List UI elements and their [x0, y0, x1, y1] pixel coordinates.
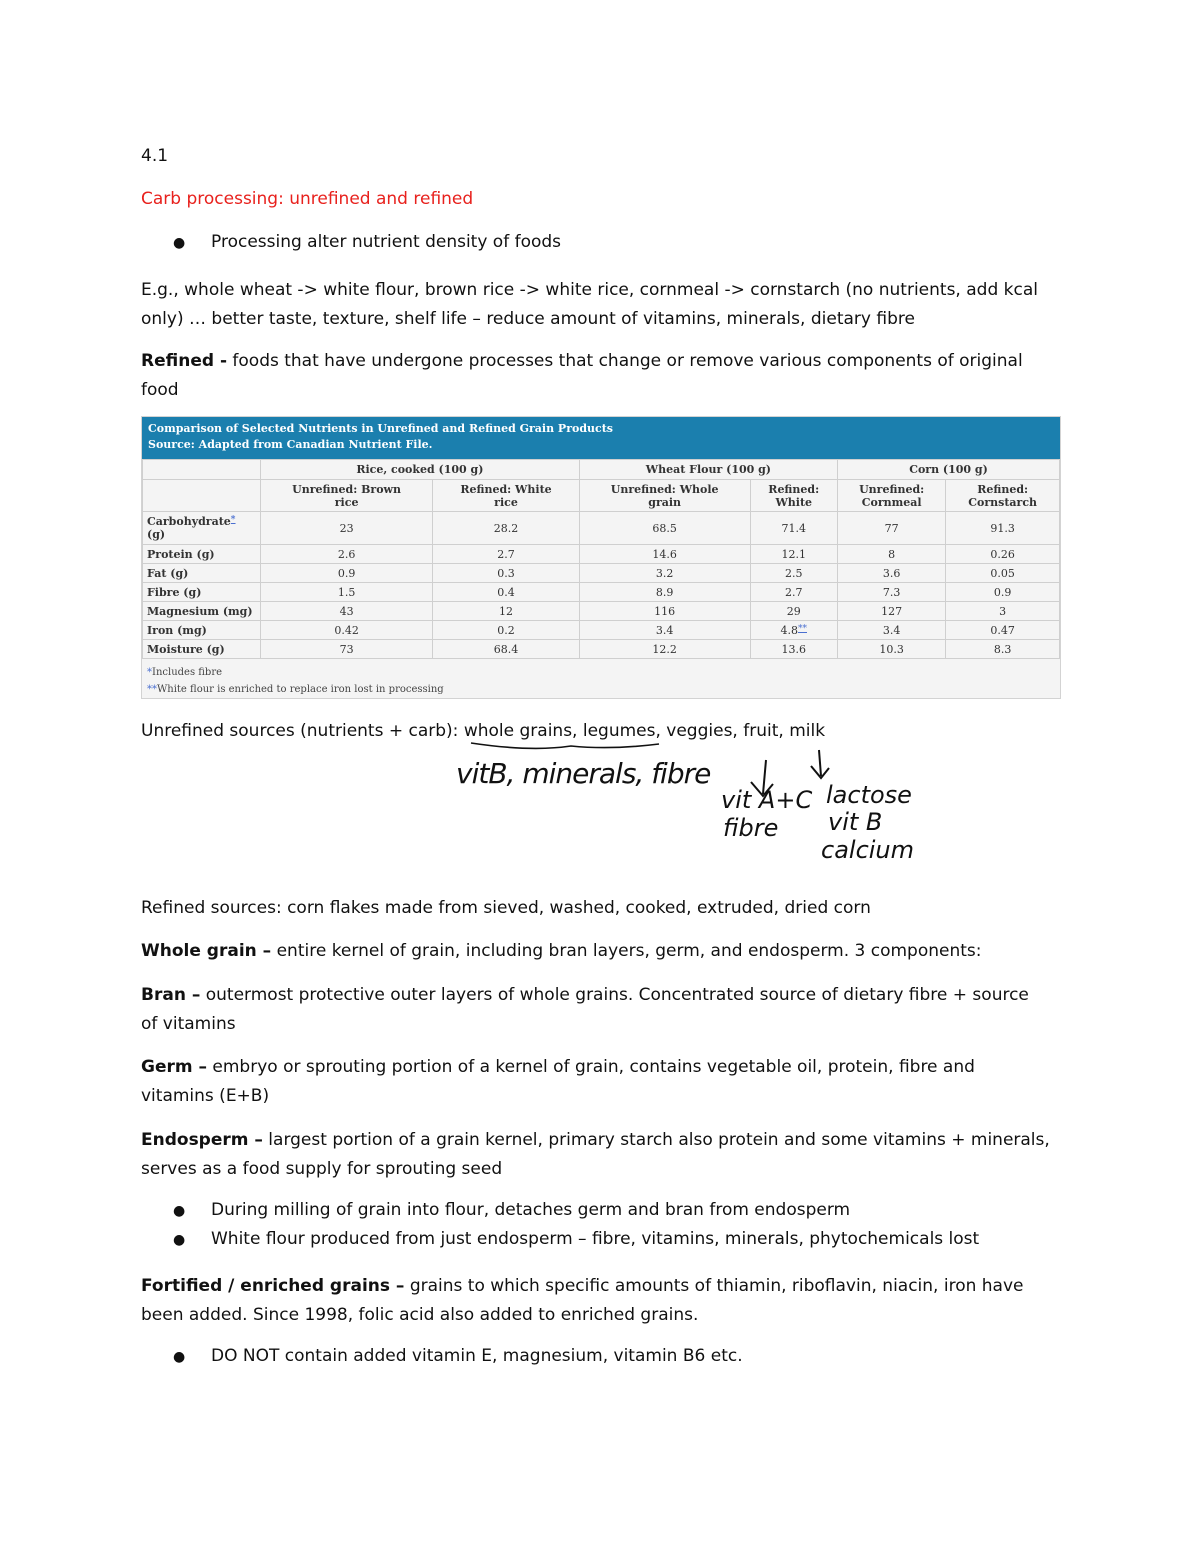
table-cell: 71.4: [750, 512, 838, 545]
table-cell: 2.6: [261, 545, 433, 564]
table-row: [143, 583, 1060, 602]
table-footnote: **White flour is enriched to replace iron lost in processing: [147, 684, 444, 695]
section-heading: Carb processing: unrefined and refined: [141, 189, 474, 209]
table-cell: 73: [261, 640, 433, 659]
table-cell: 3.6: [838, 564, 946, 583]
table-cell: 12.2: [579, 640, 750, 659]
bullet-icon: ●: [173, 1232, 186, 1248]
table-row: [143, 602, 1060, 621]
table-cell: 12: [433, 602, 580, 621]
table-cell: 77: [838, 512, 946, 545]
whole-grain-definition: Whole grain – entire kernel of grain, including bran layers, germ, and endosperm. 3 components:: [141, 941, 982, 961]
table-cell: 3: [946, 602, 1060, 621]
refined-sources: Refined sources: corn flakes made from sieved, washed, cooked, extruded, dried corn: [141, 898, 871, 918]
handwritten-annotations: [456, 738, 1051, 868]
group-header: Wheat Flour (100 g): [579, 460, 837, 480]
table-subheader-row: [143, 480, 1060, 512]
row-label: Iron (mg): [143, 621, 261, 640]
endosperm-definition: Endosperm – largest portion of a grain kernel, primary starch also protein and some vitamins + minerals, serves as a food supply for sprouting seed: [141, 1130, 1050, 1179]
table-title: Comparison of Selected Nutrients in Unrefined and Refined Grain Products: [148, 422, 613, 435]
column-header: Refined: Cornstarch: [946, 480, 1060, 512]
handwritten-milk-note: vit B: [828, 808, 883, 836]
table-cell: 29: [750, 602, 838, 621]
section-number: 4.1: [141, 146, 169, 166]
table-source: Source: Adapted from Canadian Nutrient File.: [148, 438, 433, 451]
table-cell: 3.2: [579, 564, 750, 583]
table-cell: 2.7: [750, 583, 838, 602]
row-label: Magnesium (mg): [143, 602, 261, 621]
bullet-item: ● Processing alter nutrient density of foods: [173, 232, 562, 252]
table-cell: 116: [579, 602, 750, 621]
table-cell: 8: [838, 545, 946, 564]
table-cell: 8.3: [946, 640, 1060, 659]
table-cell: 13.6: [750, 640, 838, 659]
table-grid: [142, 459, 1060, 659]
table-cell: 43: [261, 602, 433, 621]
group-header: Rice, cooked (100 g): [261, 460, 580, 480]
bullet-item: ● White flour produced from just endosperm – fibre, vitamins, minerals, phytochemicals lost: [173, 1229, 980, 1249]
row-label: Carbohydrate* (g): [143, 512, 261, 545]
table-cell: 68.4: [433, 640, 580, 659]
table-cell: 10.3: [838, 640, 946, 659]
table-header-bar: [142, 417, 1060, 459]
handwritten-milk-note: lactose: [826, 781, 912, 809]
table-row: [143, 640, 1060, 659]
down-arrow-icon: [811, 750, 829, 778]
table-row: [143, 512, 1060, 545]
bullet-icon: ●: [173, 1203, 186, 1219]
table-cell: 14.6: [579, 545, 750, 564]
row-label: Fibre (g): [143, 583, 261, 602]
table-cell: 0.26: [946, 545, 1060, 564]
table-cell: 1.5: [261, 583, 433, 602]
unrefined-sources: Unrefined sources (nutrients + carb): whole grains, legumes, veggies, fruit, milk: [141, 721, 826, 741]
handwritten-grains-note: vitB, minerals, fibre: [456, 757, 711, 790]
table-footnote: *Includes fibre: [147, 667, 223, 678]
row-label: Moisture (g): [143, 640, 261, 659]
table-row: [143, 545, 1060, 564]
refined-definition: Refined - foods that have undergone processes that change or remove various components of original food: [141, 351, 1023, 400]
bullet-icon: ●: [173, 235, 186, 251]
example-paragraph: E.g., whole wheat -> white flour, brown rice -> white rice, cornmeal -> cornstarch (no nutrients, add kcal only) … better taste, texture, shelf life – reduce amount of vitamins, minerals, dietary fibre: [141, 280, 1038, 329]
column-header: Unrefined: Cornmeal: [838, 480, 946, 512]
column-header: Unrefined: Brown rice: [261, 480, 433, 512]
table-cell: 2.5: [750, 564, 838, 583]
bullet-icon: ●: [173, 1349, 186, 1365]
column-header: Unrefined: Whole grain: [579, 480, 750, 512]
table-row: [143, 564, 1060, 583]
table-cell: 0.4: [433, 583, 580, 602]
nutrient-comparison-table: [141, 416, 1061, 699]
table-cell: 2.7: [433, 545, 580, 564]
table-cell: 68.5: [579, 512, 750, 545]
table-cell: 8.9: [579, 583, 750, 602]
table-cell: 0.3: [433, 564, 580, 583]
table-cell: 28.2: [433, 512, 580, 545]
fortified-definition: Fortified / enriched grains – grains to which specific amounts of thiamin, riboflavin, niacin, iron have been added. Since 1998, folic acid also added to enriched grains.: [141, 1276, 1024, 1325]
table-group-row: [143, 460, 1060, 480]
bran-definition: Bran – outermost protective outer layers of whole grains. Concentrated source of dietary fibre + source of vitamins: [141, 985, 1029, 1034]
bullet-item: ● DO NOT contain added vitamin E, magnesium, vitamin B6 etc.: [173, 1346, 743, 1366]
footnote-link[interactable]: **: [798, 623, 807, 634]
table-cell: 0.05: [946, 564, 1060, 583]
table-cell: 0.9: [946, 583, 1060, 602]
table-cell: 23: [261, 512, 433, 545]
table-cell: 0.47: [946, 621, 1060, 640]
column-header: Refined: White rice: [433, 480, 580, 512]
table-cell: 4.8**: [750, 621, 838, 640]
handwritten-fruit-note: fibre: [723, 814, 779, 842]
table-cell: 0.2: [433, 621, 580, 640]
table-cell: 127: [838, 602, 946, 621]
group-header: Corn (100 g): [838, 460, 1060, 480]
germ-definition: Germ – embryo or sprouting portion of a kernel of grain, contains vegetable oil, protein, fibre and vitamins (E+B): [141, 1057, 975, 1106]
column-header: Refined: White: [750, 480, 838, 512]
footnote-link[interactable]: *: [230, 515, 236, 525]
row-label: Fat (g): [143, 564, 261, 583]
table-cell: 0.9: [261, 564, 433, 583]
underlined-sources: whole grains, legumes, veggies,: [463, 721, 738, 741]
bullet-item: ● During milling of grain into flour, detaches germ and bran from endosperm: [173, 1200, 851, 1220]
table-row: [143, 621, 1060, 640]
table-cell: 7.3: [838, 583, 946, 602]
table-cell: 3.4: [838, 621, 946, 640]
handwritten-fruit-note: vit A+C: [721, 786, 813, 814]
table-cell: 0.42: [261, 621, 433, 640]
handwritten-milk-note: calcium: [821, 836, 915, 864]
row-label: Protein (g): [143, 545, 261, 564]
table-cell: 3.4: [579, 621, 750, 640]
table-cell: 12.1: [750, 545, 838, 564]
table-cell: 91.3: [946, 512, 1060, 545]
